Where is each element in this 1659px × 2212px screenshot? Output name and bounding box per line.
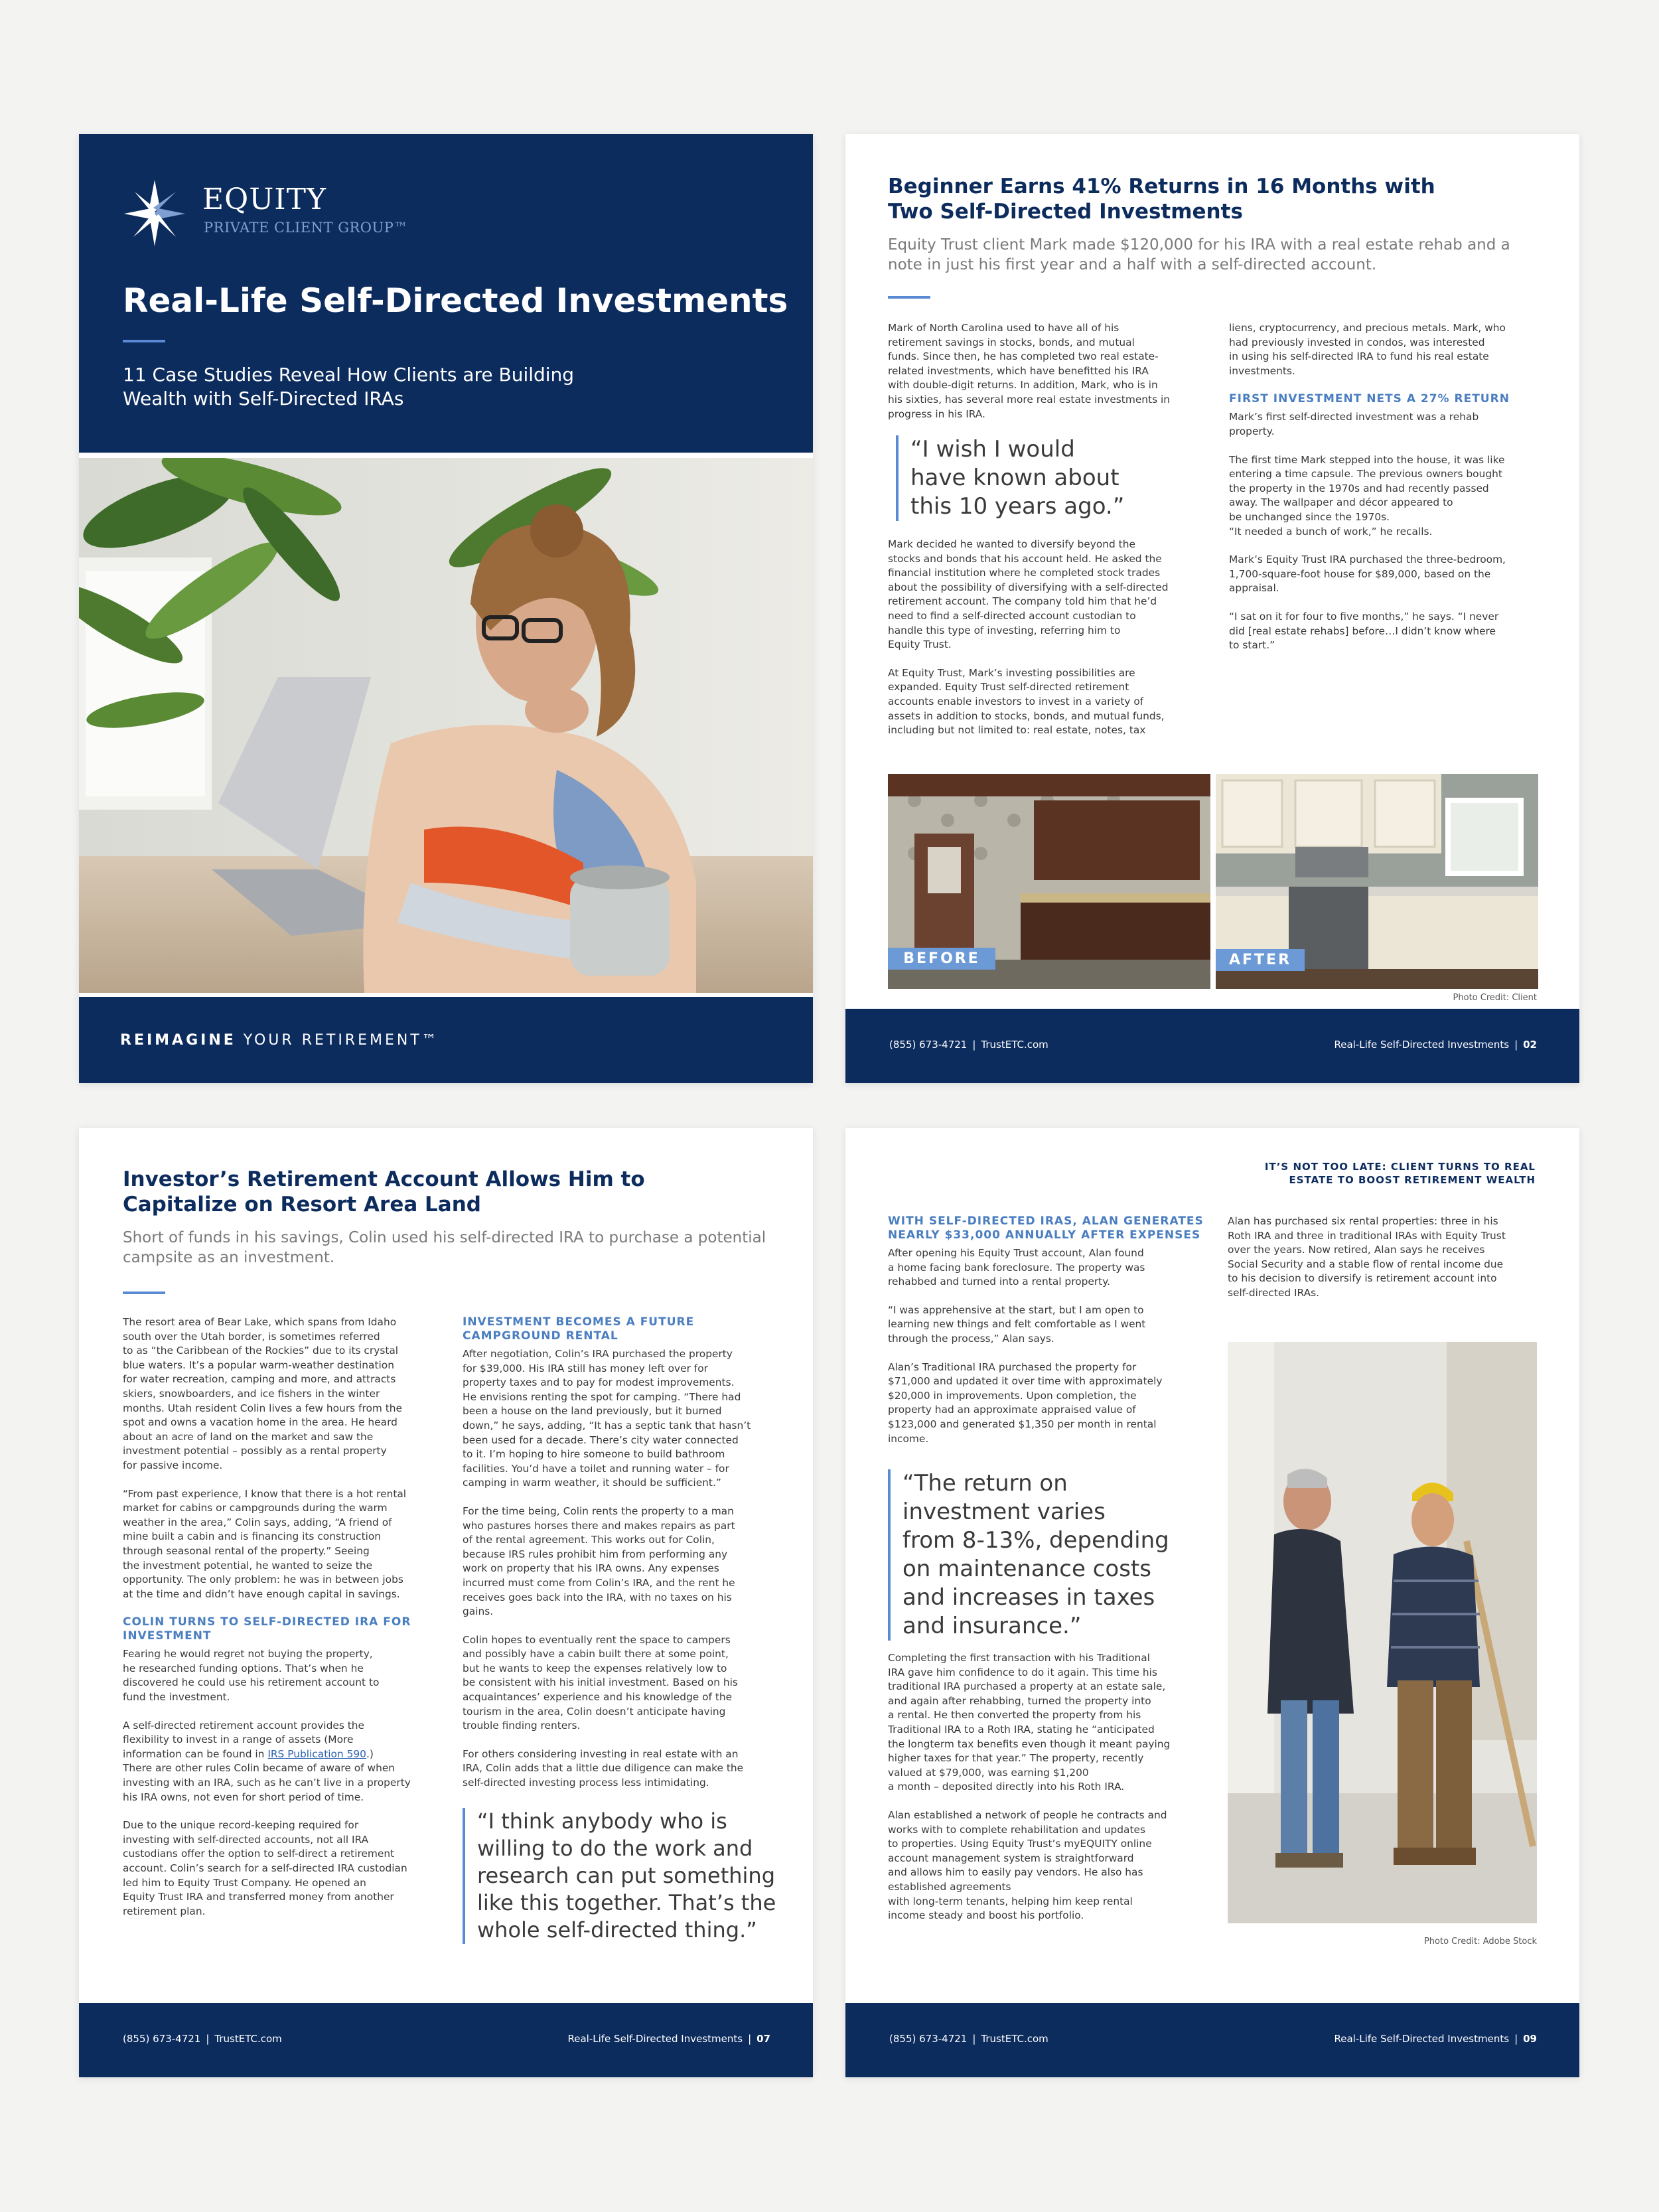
- page-lede: Short of funds in his savings, Colin used his self-directed IRA to purchase a potential campsite as an investment.: [123, 1229, 766, 1266]
- footer-doc-title: Real-Life Self-Directed Investments: [567, 2033, 743, 2045]
- paragraph: “I was apprehensive at the start, but I am open to learning new things and felt comfortable as I went through the process,” Alan says.: [888, 1303, 1146, 1345]
- footer-doc: [568, 2033, 771, 2045]
- left-column-lower: [888, 538, 1220, 738]
- footer-phone: (855) 673-4721: [889, 2033, 968, 2045]
- page-kicker: IT’S NOT TOO LATE: CLIENT TURNS TO REAL ESTATE TO BOOST RETIREMENT WEALTH: [1264, 1161, 1536, 1186]
- paragraph: Mark’s Equity Trust IRA purchased the three-bedroom, 1,700-square-foot house for $89,000, based on the appraisal.: [1229, 553, 1506, 595]
- cover-page: [79, 134, 813, 1083]
- page-footer: [845, 2003, 1579, 2077]
- footer-divider: |: [972, 2033, 976, 2045]
- left-column: [123, 1315, 441, 1919]
- paragraph: Mark decided he wanted to diversify beyond the stocks and bonds that his account held. He asked the financial institution where he completed stock trades about the possibility of diversifying with a self-directed retirement account. The company told him that he’d need to find a self-directed account custodian to handle this type of investing, referring him to Equity Trust.: [888, 538, 1169, 651]
- footer-divider: |: [972, 1039, 976, 1051]
- page-number: 02: [1523, 1039, 1537, 1051]
- irs-publication-link[interactable]: IRS Publication 590: [267, 1747, 366, 1760]
- footer-divider: |: [206, 2033, 210, 2045]
- photo-credit: Photo Credit: Adobe Stock: [1423, 1937, 1537, 1947]
- footer-phone: (855) 673-4721: [889, 1039, 968, 1051]
- footer-divider: |: [1514, 1039, 1518, 1051]
- tagline-bold: REIMAGINE: [120, 1032, 236, 1049]
- footer-contact: [123, 2033, 282, 2045]
- cover-title: Real-Life Self-Directed Investments: [123, 281, 788, 320]
- paragraph: liens, cryptocurrency, and precious metals. Mark, who had previously invested in condos, was interested in using his self-directed IRA to fund his real estate investments.: [1229, 322, 1506, 377]
- compass-star-icon: [121, 177, 188, 250]
- paragraph: Colin hopes to eventually rent the space to campers and possibly have a cabin built there at some point, but he wants to keep the expenses relatively low to be consistent with his initial investment. Based on his acquaintances’ experience and his knowledge of the tourism in the area, Colin doesn’t anticipate having trouble finding renters.: [463, 1633, 738, 1732]
- paragraph: “I sat on it for four to five months,” he says. “I never did [real estate rehabs] before…I didn’t know where to start.”: [1229, 610, 1499, 652]
- page-02: [845, 134, 1579, 1083]
- footer-site: TrustETC.com: [981, 2033, 1048, 2045]
- paragraph: [123, 1719, 441, 1805]
- paragraph: For others considering investing in real estate with an IRA, Colin adds that a little due diligence can make the self-directed investing process less intimidating.: [463, 1747, 744, 1789]
- paragraph: At Equity Trust, Mark’s investing possibilities are expanded. Equity Trust self-directed retirement accounts enable investors to invest in a variety of assets in addition to stocks, bonds, and mutual funds, including but not limited to: real estate, notes, tax: [888, 666, 1165, 737]
- paragraph: Mark of North Carolina used to have all of his retirement savings in stocks, bonds, and mutual funds. Since then, he has completed two real estate- related investments, which have benefitted his IRA with double-digit returns. In addition, Mark, who is in his sixties, has several more real estate investments in progress in his IRA.: [888, 322, 1171, 420]
- footer-doc-title: Real-Life Self-Directed Investments: [1334, 2033, 1510, 2045]
- paragraph: Alan’s Traditional IRA purchased the property for $71,000 and updated it over time with approximately $20,000 in improvements. Upon completion, the property had an approximate appraised value of $123,000 and generated $1,350 per month in rental income.: [888, 1361, 1163, 1445]
- pull-quote: “I think anybody who is willing to do the work and research can put something like this together. That’s the whole self-directed thing.”: [463, 1808, 794, 1944]
- paragraph-text: A self-directed retirement account provides the flexibility to invest in a range of assets (More information can be found in: [123, 1719, 364, 1760]
- page-lede: Equity Trust client Mark made $120,000 for his IRA with a real estate rehab and a note in just his first year and a half with a self-directed account.: [888, 236, 1510, 273]
- left-column: [888, 321, 1220, 421]
- paragraph: “From past experience, I know that there is a hot rental market for cabins or campgrounds during the warm weather in the area,” Colin says, adding, “A friend of mine built a cabin and is financing its construction through seasonal rental of the property.” Seeing the investment potential, he wanted to seize the opportunity. The only problem: he was in between jobs at the time and didn’t have enough capital in savings.: [123, 1487, 407, 1600]
- right-column: [463, 1315, 781, 1791]
- logo-subtitle: PRIVATE CLIENT GROUP™: [204, 220, 408, 236]
- footer-doc-title: Real-Life Self-Directed Investments: [1334, 1039, 1510, 1051]
- cover-subtitle: 11 Case Studies Reveal How Clients are Building Wealth with Self-Directed IRAs: [123, 364, 575, 409]
- title-divider: [888, 296, 930, 299]
- paragraph: Fearing he would regret not buying the property, he researched funding options. That’s when he discovered he could use his retirement account to fund the investment.: [123, 1648, 380, 1704]
- footer-doc: [1334, 2033, 1538, 2045]
- page-07: [79, 1128, 813, 2077]
- page-footer: [79, 2003, 813, 2077]
- right-column: [1228, 1215, 1546, 1301]
- footer-divider: |: [1514, 2033, 1518, 2045]
- right-column: [1229, 321, 1548, 653]
- paragraph-text: .) There are other rules Colin became of aware of when investing with an IRA, such as he can’t live in a property his IRA owns, not even for short period of time.: [123, 1747, 411, 1803]
- contractor-photo: [1228, 1342, 1537, 1923]
- page-number: 07: [757, 2033, 770, 2045]
- cover-divider: [123, 340, 165, 342]
- after-photo: [1216, 774, 1538, 989]
- tagline-rest: YOUR RETIREMENT™: [236, 1032, 439, 1049]
- footer-phone: (855) 673-4721: [123, 2033, 201, 2045]
- section-subhead: WITH SELF-DIRECTED IRAS, ALAN GENERATES NEARLY $33,000 ANNUALLY AFTER EXPENSES: [888, 1215, 1204, 1242]
- paragraph: Completing the first transaction with his Traditional IRA gave him confidence to do it again. This time his traditional IRA purchased a property at an estate sale, and again after rehabbing, turned the property into a rental. He then converted the property from his Traditional IRA to a Roth IRA, stating he “anticipated the longterm tax benefits even though it meant paying higher taxes for that year.” The property, recently valued at $79,000, was earning $1,200 a month – deposited directly into his Roth IRA.: [888, 1652, 1171, 1793]
- section-subhead: FIRST INVESTMENT NETS A 27% RETURN: [1229, 392, 1510, 406]
- page-09: [845, 1128, 1579, 2077]
- paragraph: Mark’s first self-directed investment was a rehab property.: [1229, 411, 1479, 437]
- before-label: BEFORE: [888, 948, 995, 970]
- after-label: AFTER: [1216, 949, 1305, 971]
- pull-quote: “The return on investment varies from 8-13%, depending on maintenance costs and increases in taxes and insurance.”: [888, 1469, 1206, 1641]
- footer-divider: |: [748, 2033, 752, 2045]
- footer-doc: [1334, 1039, 1538, 1051]
- woman-laptop-photo: [79, 458, 813, 993]
- tagline: [120, 1032, 439, 1049]
- left-column-lower: [888, 1651, 1220, 1923]
- footer-site: TrustETC.com: [981, 1039, 1048, 1051]
- paragraph: Due to the unique record-keeping required for investing with self-directed accounts, not all IRA custodians offer the option to self-direct a retirement account. Colin’s search for a self-directed IRA custodian led him to Equity Trust Company. He opened an Equity Trust IRA and transferred money from another retirement plan.: [123, 1819, 407, 1917]
- paragraph: Alan established a network of people he contracts and works with to complete rehabilitation and updates to properties. Using Equity Trust’s myEQUITY online account management system is straightforward and allows him to easily pay vendors. He also has established agreements with long-term tenants, helping him keep rental income steady and boost his portfolio.: [888, 1808, 1167, 1922]
- section-subhead: INVESTMENT BECOMES A FUTURE CAMPGROUND RENTAL: [463, 1315, 695, 1343]
- cover-footer: [79, 997, 813, 1083]
- left-column: [888, 1215, 1220, 1446]
- photo-credit: Photo Credit: Client: [1453, 993, 1537, 1003]
- footer-contact: [889, 1039, 1048, 1051]
- pull-quote: “I wish I would have known about this 10 years ago.”: [896, 435, 1161, 521]
- page-title: Beginner Earns 41% Returns in 16 Months with Two Self-Directed Investments: [888, 175, 1435, 224]
- footer-contact: [889, 2033, 1048, 2045]
- logo-name: EQUITY: [202, 183, 327, 216]
- section-subhead: COLIN TURNS TO SELF-DIRECTED IRA FOR INVESTMENT: [123, 1615, 411, 1643]
- page-number: 09: [1523, 2033, 1537, 2045]
- paragraph: Alan has purchased six rental properties: three in his Roth IRA and three in traditional IRAs with Equity Trust over the years. Now retired, Alan says he receives Social Security and a stable flow of rental income due to his decision to diversify is retirement account into self-directed IRAs.: [1228, 1215, 1506, 1299]
- equity-logo: [121, 177, 408, 250]
- paragraph: After opening his Equity Trust account, Alan found a home facing bank foreclosure. The property was rehabbed and turned into a rental property.: [888, 1247, 1145, 1288]
- before-photo: [888, 774, 1210, 989]
- paragraph: The first time Mark stepped into the house, it was like entering a time capsule. The previous owners bought the property in the 1970s and had recently passed away. The wallpaper and décor appeared to be unchanged since the 1970s. “It needed a bunch of work,” he recalls.: [1229, 453, 1505, 538]
- paragraph: The resort area of Bear Lake, which spans from Idaho south over the Utah border, is sometimes referred to as “the Caribbean of the Rockies” due to its crystal blue waters. It’s a popular warm-weather destination for water recreation, camping and more, and attracts skiers, snowboarders, and ice fishers in the winter months. Utah resident Colin lives a few hours from the spot and owns a vacation home in the area. He heard about an acre of land on the market and saw the investment potential – possibly as a rental property for passive income.: [123, 1316, 403, 1471]
- page-title: Investor’s Retirement Account Allows Him to Capitalize on Resort Area Land: [123, 1167, 645, 1217]
- page-footer: [845, 1009, 1579, 1083]
- cover-header: [79, 134, 813, 453]
- paragraph: For the time being, Colin rents the property to a man who pastures horses there and makes repairs as part of the rental agreement. This works out for Colin, because IRS rules prohibit him from performing any work on property that his IRA owns. Any expenses incurred must come from Colin’s IRA, and the rent he receives goes back into the IRA, with no taxes on his gains.: [463, 1505, 735, 1618]
- paragraph: After negotiation, Colin’s IRA purchased the property for $39,000. His IRA still has money left over for property taxes and to pay for modest improvements. He envisions renting the spot for camping. “There had been a house on the land previously, but it burned down,” he says, adding, “It has a septic tank that hasn’t been used for a decade. There’s city water connected to it. I’m hoping to hire someone to build bathroom facilities. You’d have a toilet and running water – for camping in warm weather, it should be sufficient.”: [463, 1348, 751, 1489]
- title-divider: [123, 1291, 165, 1294]
- footer-site: TrustETC.com: [214, 2033, 282, 2045]
